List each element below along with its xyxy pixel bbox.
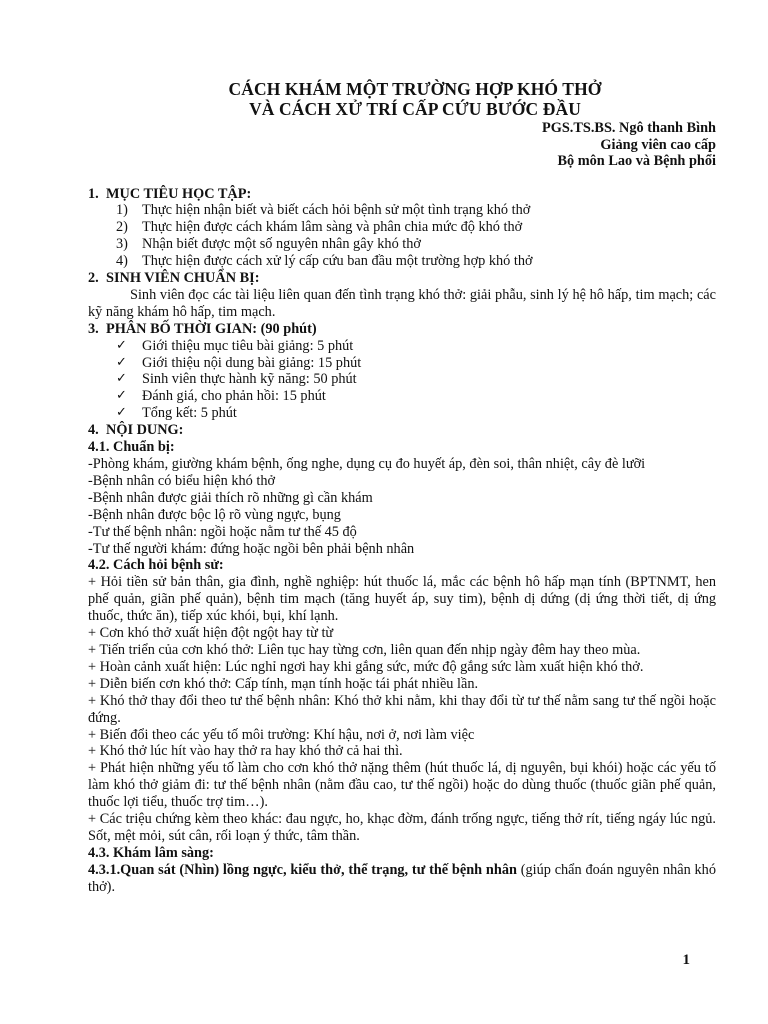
text-line: + Cơn khó thở xuất hiện đột ngột hay từ từ: [88, 625, 334, 642]
subsection-4-3-1: [88, 862, 716, 896]
section-3-title: PHÂN BỐ THỜI GIAN: (90 phút): [106, 320, 317, 337]
author-title: Giảng viên cao cấp: [600, 136, 716, 153]
document-title: [114, 79, 716, 119]
text-line: + Hỏi tiền sử bản thân, gia đình, nghề nghiệp: hút thuốc lá, mắc các bệnh hô hấp mạn tính (BPTNMT, hen phế quản, giãn phế quản), bệnh tim mạch (tăng huyết áp, suy tim), bệnh dị dứng (dị ứng thời tiết, dị ứng thuốc, thức ăn), tiếp xúc khói, bụi, khí lạnh.: [88, 574, 716, 625]
author-department: Bộ môn Lao và Bệnh phổi: [557, 153, 716, 169]
subsection-4-3-1-text: (giúp chẩn đoán nguyên nhân khó thở).: [88, 861, 716, 895]
title-line-2: VÀ CÁCH XỬ TRÍ CẤP CỨU BƯỚC ĐẦU: [249, 99, 581, 119]
list-item: ✓ Đánh giá, cho phản hồi: 15 phút: [116, 388, 326, 405]
text-line: + Các triệu chứng kèm theo khác: đau ngực, ho, khạc đờm, đánh trống ngực, tiếng thở rít, tiếng ngáy lúc ngủ. Sốt, mệt mỏi, sút cân, rối loạn ý thức, tâm thần.: [88, 811, 716, 844]
text-line: -Bệnh nhân có biểu hiện khó thở: [88, 472, 276, 489]
subsection-4-3-heading: 4.3. Khám lâm sàng:: [88, 844, 214, 861]
text-line: -Tư thế người khám: đứng hoặc ngồi bên phải bệnh nhân: [88, 540, 415, 557]
section-1-title: MỤC TIÊU HỌC TẬP:: [106, 185, 252, 202]
text-line: + Khó thở thay đổi theo tư thế bệnh nhân: Khó thở khi nằm, khi thay đổi từ tư thế nằm sang tư thế ngồi hoặc đứng.: [88, 692, 716, 726]
text-line: + Diễn biến cơn khó thở: Cấp tính, mạn tính hoặc tái phát nhiều lần.: [88, 675, 479, 692]
checkmark-icon: ✓: [116, 388, 127, 404]
page-number: 1: [682, 952, 690, 968]
section-2-paragraph: Sinh viên đọc các tài liệu liên quan đến tình trạng khó thở: giải phẫu, sinh lý hệ hô hấp, tim mạch; các kỹ năng khám hô hấp, tim mạch.: [88, 286, 716, 320]
section-4-number: 4.: [88, 422, 99, 439]
author-block: [88, 120, 716, 170]
text-line: -Phòng khám, giường khám bệnh, ống nghe, dụng cụ đo huyết áp, đèn soi, thân nhiệt, cây đè lưỡi: [88, 456, 646, 472]
list-item: ✓ Tổng kết: 5 phút: [116, 405, 237, 422]
list-item: ✓ Giới thiệu nội dung bài giảng: 15 phút: [116, 354, 362, 371]
checkmark-icon: ✓: [116, 405, 127, 421]
checkmark-icon: ✓: [116, 354, 127, 370]
checkmark-icon: ✓: [116, 337, 127, 353]
section-1-number: 1.: [88, 185, 99, 202]
list-item: ✓ Giới thiệu mục tiêu bài giảng: 5 phút: [116, 337, 354, 354]
list-item: 2) Thực hiện được cách khám lâm sàng và phân chia mức độ khó thở: [116, 219, 523, 236]
text-line: + Hoàn cảnh xuất hiện: Lúc nghỉ ngơi hay khi gắng sức, mức độ gắng sức làm xuất hiện khó thở.: [88, 658, 644, 675]
text-line: -Tư thế bệnh nhân: ngồi hoặc nằm tư thế 45 độ: [88, 523, 357, 540]
author-name: PGS.TS.BS. Ngô thanh Bình: [541, 120, 716, 136]
section-4-title: NỘI DUNG:: [106, 422, 184, 439]
objectives-list: [88, 202, 716, 270]
section-1-heading: [88, 186, 716, 203]
subsection-4-2-heading: 4.2. Cách hỏi bệnh sử:: [88, 557, 224, 574]
subsection-4-3-1-title: 4.3.1.Quan sát (Nhìn) lồng ngực, kiểu thở, thể trạng, tư thế bệnh nhân: [88, 861, 517, 878]
subsection-4-1-heading: 4.1. Chuẩn bị:: [88, 439, 175, 456]
checkmark-icon: ✓: [116, 371, 127, 387]
section-2-title: SINH VIÊN CHUẨN BỊ:: [106, 270, 260, 287]
section-3-heading: [88, 321, 716, 338]
list-item: ✓ Sinh viên thực hành kỹ năng: 50 phút: [116, 371, 357, 388]
title-line-1: CÁCH KHÁM MỘT TRƯỜNG HỢP KHÓ THỞ: [228, 79, 602, 99]
text-line: -Bệnh nhân được giải thích rõ những gì cần khám: [88, 489, 373, 506]
list-item: 3) Nhận biết được một số nguyên nhân gây khó thở: [116, 236, 421, 253]
section-2-heading: [88, 270, 716, 287]
text-line: + Phát hiện những yếu tố làm cho cơn khó thở nặng thêm (hút thuốc lá, dị nguyên, bụi khói) hoặc các yếu tố làm khó thở giảm đi: tư thế bệnh nhân (nằm đầu cao, tư thế ngồi) hoặc do dùng thuốc (thuốc giãn phế quản, thuốc lợi tiểu, thuốc trợ tim…).: [88, 760, 716, 811]
text-line: + Khó thở lúc hít vào hay thở ra hay khó thở cả hai thì.: [88, 743, 403, 760]
text-line: -Bệnh nhân được bộc lộ rõ vùng ngực, bụng: [88, 506, 341, 523]
time-allocation-list: [88, 338, 716, 423]
text-line: + Tiến triển của cơn khó thở: Liên tục hay từng cơn, liên quan đến nhịp ngày đêm hay theo mùa.: [88, 641, 641, 658]
section-3-number: 3.: [88, 320, 99, 337]
list-item: 4) Thực hiện được cách xử lý cấp cứu ban đầu một trường hợp khó thở: [116, 253, 533, 270]
section-4-heading: [88, 422, 716, 439]
text-line: + Biến đổi theo các yếu tố môi trường: Khí hậu, nơi ở, nơi làm việc: [88, 726, 475, 743]
list-item: 1) Thực hiện nhận biết và biết cách hỏi bệnh sử một tình trạng khó thở: [116, 202, 531, 219]
section-2-number: 2.: [88, 270, 99, 287]
